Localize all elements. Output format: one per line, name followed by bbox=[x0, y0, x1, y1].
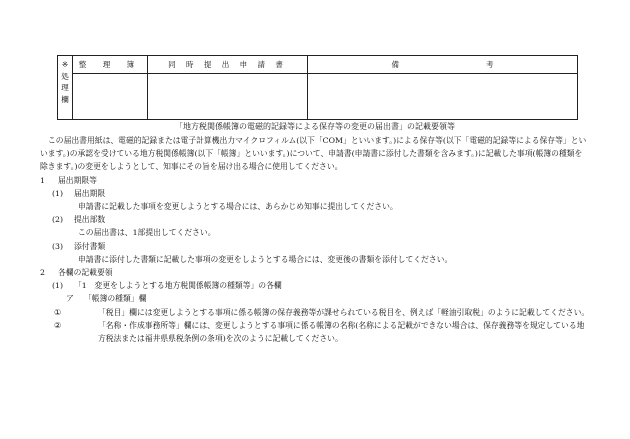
item-a-heading: ア 「帳簿の種類」欄 bbox=[66, 294, 147, 304]
section-1-2-text: この届出書は、1部提出してください。 bbox=[78, 228, 216, 238]
cell-seiribo-value bbox=[73, 74, 148, 120]
section-1-3-text: 申請書に添付した書類に記載した事項の変更をしようとする場合には、変更後の書類を添付してください。 bbox=[78, 254, 453, 264]
section-1-1-text: 申請書に記載した事項を変更しようとする場合には、あらかじめ知事に提出してください。 bbox=[78, 202, 398, 212]
section-1-1-heading: (1) 届出期限 bbox=[52, 188, 106, 198]
mark-char: ※ bbox=[61, 60, 69, 69]
section-1-heading: 1 届出期限等 bbox=[40, 175, 97, 185]
section-1-3-heading: (3) 添付書類 bbox=[52, 241, 106, 251]
document-title: 「地方税関係帳簿の電磁的記録等による保存等の変更の届出書」の記載要領等 bbox=[175, 122, 455, 131]
biko-char: 考 bbox=[486, 60, 494, 69]
header-doji-teishutsu: 同 時 提 出 申 請 書 bbox=[148, 56, 308, 74]
header-biko bbox=[308, 56, 578, 74]
office-use-mark bbox=[58, 56, 73, 120]
cell-biko-value bbox=[308, 74, 578, 120]
section-2-1-heading: (1) 「1 変更をしようとする地方税関係帳簿の種類等」の各欄 bbox=[52, 281, 282, 291]
header-seiribo: 整 理 簿 bbox=[73, 56, 148, 74]
cell-doji-value bbox=[148, 74, 308, 120]
mark-char: 理 bbox=[61, 83, 69, 92]
biko-char: 備 bbox=[391, 60, 399, 69]
mark-char: 処 bbox=[61, 71, 69, 81]
section-1-2-heading: (2) 提出部数 bbox=[52, 215, 106, 225]
mark-char: 欄 bbox=[61, 94, 69, 104]
item-2-text: ② 「名称・作成事務所等」欄には、変更しようとする事項に係る帳簿の名称(名称による記載ができない場合は、保存義務等を規定している地方税法または福井県県税条例の条項)を次のように記載してください。 bbox=[54, 320, 585, 344]
section-2-heading: 2 各欄の記載要領 bbox=[40, 268, 113, 278]
item-1-text: ① 「税目」欄には変更しようとする事項に係る帳簿の保存義務等が課せられている税目を、例えば「軽油引取税」のように記載してください。 bbox=[54, 307, 590, 317]
office-use-table bbox=[57, 55, 578, 120]
document-body bbox=[40, 134, 590, 345]
intro-paragraph: この届出書用紙は、電磁的記録または電子計算機出力マイクロフィルム(以下「COM」といいます。)による保存等(以下「電磁的記録等による保存等」といいます。)の承認を受けている地方税関係帳簿(以下「帳簿」といいます。)について、申請書(申請書に添付した書類を含みます。)に記載した事項(帳簿の種類を除きます。)の変更をしようとして、知事にその旨を届け出る場合に使用してください。 bbox=[40, 136, 587, 172]
